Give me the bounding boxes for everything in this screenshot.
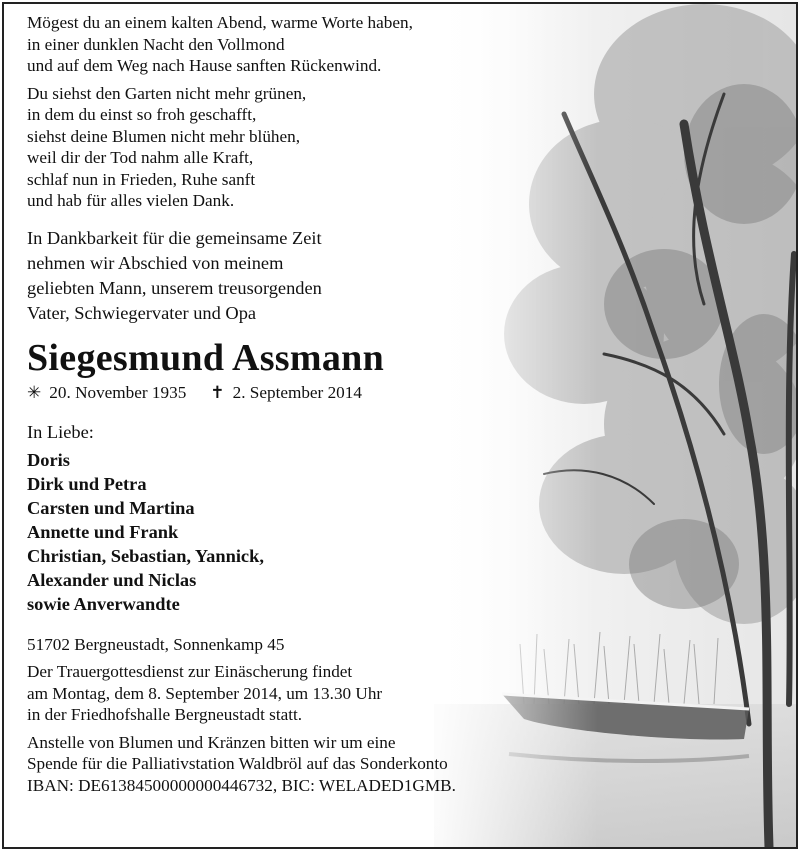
service-info <box>27 634 587 797</box>
family-member: Dirk und Petra <box>27 473 147 494</box>
deceased-name: Siegesmund Assmann <box>27 336 385 379</box>
death-date <box>210 382 362 404</box>
family-member: Doris <box>27 449 70 470</box>
intro-line: nehmen wir Abschied von meinem <box>27 252 284 273</box>
intro-line: Vater, Schwiegervater und Opa <box>27 302 257 323</box>
service-line: am Montag, dem 8. September 2014, um 13.30 Uhr <box>27 683 383 703</box>
donation-line: Spende für die Palliativstation Waldbröl auf das Sonderkonto <box>27 754 448 774</box>
poem-stanza-1 <box>27 12 587 77</box>
address: 51702 Bergneustadt, Sonnenkamp 45 <box>27 634 285 654</box>
poem-line: und hab für alles vielen Dank. <box>27 191 235 210</box>
farewell-intro <box>27 226 587 326</box>
birth-date-text: 20. November 1935 <box>49 382 187 402</box>
funeral-service <box>27 661 587 726</box>
donation-request <box>27 732 587 797</box>
family-member: sowie Anverwandte <box>27 593 180 614</box>
poem-line: Mögest du an einem kalten Abend, warme Worte haben, <box>27 13 413 32</box>
poem-line: Du siehst den Garten nicht mehr grünen, <box>27 83 307 103</box>
poem-line: und auf dem Weg nach Hause sanften Rückenwind. <box>27 56 382 75</box>
service-line: Der Trauergottesdienst zur Einäscherung findet <box>27 662 353 682</box>
poem-line: in einer dunklen Nacht den Vollmond <box>27 34 285 54</box>
poem-line: weil dir der Tod nahm alle Kraft, <box>27 148 254 167</box>
intro-line: geliebten Mann, unserem treusorgenden <box>27 277 322 298</box>
birth-date <box>27 382 186 404</box>
obituary-text <box>27 12 587 797</box>
obituary-card <box>2 2 798 849</box>
poem-line: schlaf nun in Frieden, Ruhe sanft <box>27 169 256 189</box>
in-liebe-label: In Liebe: <box>27 421 94 442</box>
birth-star-icon: ✳ <box>27 382 42 402</box>
family-member: Christian, Sebastian, Yannick, <box>27 545 264 566</box>
poem-line: in dem du einst so froh geschafft, <box>27 105 257 124</box>
family-list <box>27 448 587 616</box>
death-date-text: 2. September 2014 <box>232 382 362 402</box>
donation-line: IBAN: DE61384500000000446732, BIC: WELADED1GMB. <box>27 776 456 796</box>
family-member: Carsten und Martina <box>27 497 195 518</box>
service-line: in der Friedhofshalle Bergneustadt statt. <box>27 705 303 725</box>
life-dates <box>27 382 587 404</box>
family-member: Annette und Frank <box>27 521 179 542</box>
donation-line: Anstelle von Blumen und Kränzen bitten wir um eine <box>27 732 396 752</box>
poem-line: siehst deine Blumen nicht mehr blühen, <box>27 126 301 146</box>
death-cross-icon: ✝ <box>210 382 225 402</box>
intro-line: In Dankbarkeit für die gemeinsame Zeit <box>27 227 322 248</box>
family-member: Alexander und Niclas <box>27 569 197 590</box>
poem-stanza-2 <box>27 83 587 212</box>
